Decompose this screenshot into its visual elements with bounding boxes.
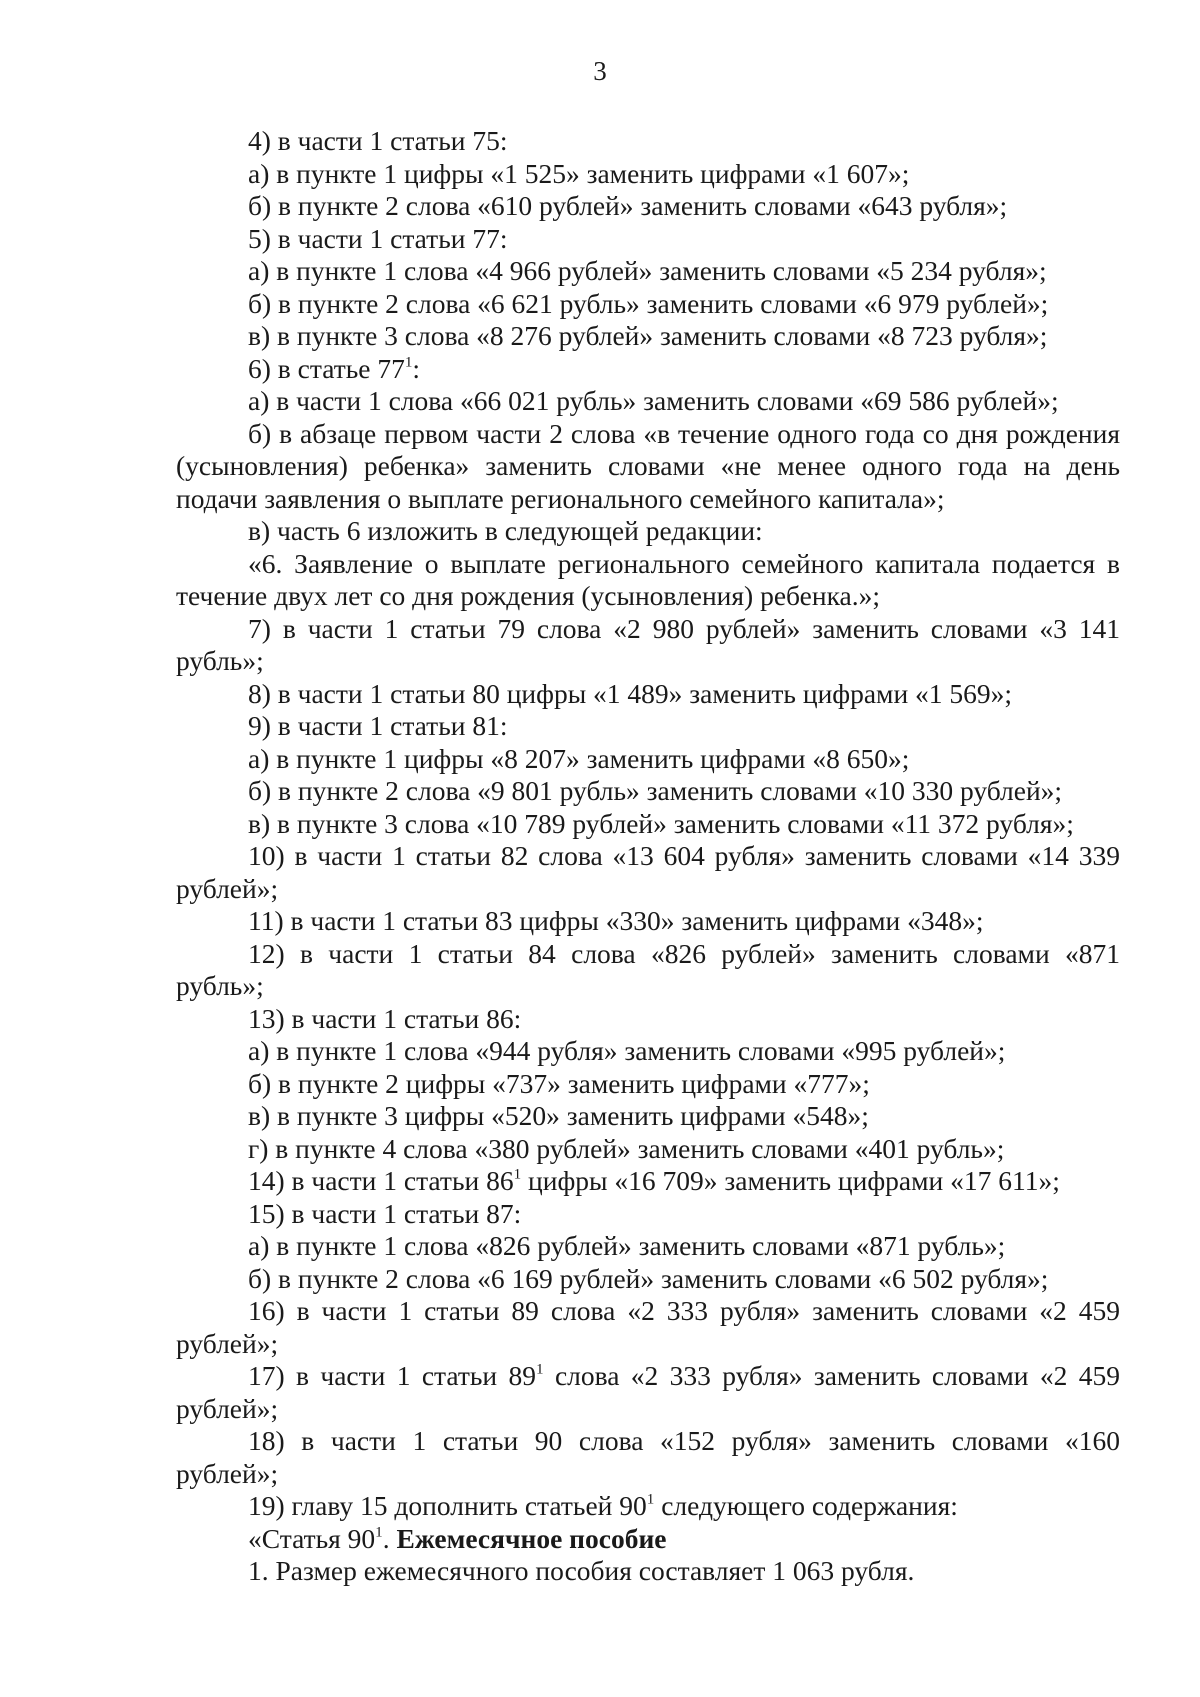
paragraph: б) в пункте 2 слова «610 рублей» заменить словами «643 рубля»; (248, 190, 1008, 221)
paragraph: 16) в части 1 статьи 89 слова «2 333 рубля» заменить словами «2 459 рублей»; (176, 1295, 1120, 1359)
paragraph (176, 1165, 1120, 1198)
superscript: 1 (513, 1166, 522, 1183)
article-heading (176, 1523, 1120, 1556)
paragraph: а) в пункте 1 слова «944 рубля» заменить словами «995 рублей»; (248, 1035, 1006, 1066)
paragraph: б) в пункте 2 цифры «737» заменить цифрами «777»; (248, 1067, 870, 1099)
paragraph-text: : (412, 352, 421, 384)
paragraph-text: 14) в части 1 статьи 86 (248, 1165, 514, 1196)
paragraph: б) в абзаце первом части 2 слова «в течение одного года со дня рождения (усыновления) ребенка» заменить словами «не менее одного года на день подачи заявления о выплате регионального семейного капитала»; (176, 417, 1120, 514)
paragraph (176, 1490, 1120, 1523)
superscript: 1 (536, 1361, 544, 1378)
paragraph: а) в пункте 1 слова «4 966 рублей» заменить словами «5 234 рубля»; (248, 255, 1047, 286)
paragraph: 15) в части 1 статьи 87: (248, 1197, 522, 1229)
page-number: 3 (593, 56, 607, 86)
paragraph-text: «Статья 90 (248, 1522, 376, 1554)
paragraph: в) часть 6 изложить в следующей редакции: (248, 515, 763, 546)
paragraph: 10) в части 1 статьи 82 слова «13 604 рубля» заменить словами «14 339 рублей»; (176, 840, 1120, 904)
document-body (176, 125, 1120, 1588)
paragraph-text: слова «2 333 рубля» заменить словами «2 459 рублей»; (176, 1360, 1120, 1424)
paragraph: б) в пункте 2 слова «9 801 рубль» заменить словами «10 330 рублей»; (248, 775, 1063, 806)
article-title: Ежемесячное пособие (396, 1522, 667, 1554)
paragraph: г) в пункте 4 слова «380 рублей» заменить словами «401 рубль»; (248, 1132, 1005, 1164)
paragraph: в) в пункте 3 слова «8 276 рублей» заменить словами «8 723 рубля»; (248, 320, 1048, 351)
paragraph: 9) в части 1 статьи 81: (248, 710, 508, 741)
paragraph: а) в пункте 1 цифры «1 525» заменить цифрами «1 607»; (248, 157, 910, 189)
paragraph (176, 1360, 1120, 1425)
paragraph: 18) в части 1 статьи 90 слова «152 рубля» заменить словами «160 рублей»; (176, 1425, 1120, 1489)
paragraph: 12) в части 1 статьи 84 слова «826 рублей» заменить словами «871 рубль»; (176, 937, 1120, 1001)
superscript: 1 (404, 354, 413, 371)
paragraph-text: цифры «16 709» заменить цифрами «17 611»; (521, 1165, 1060, 1196)
paragraph: в) в пункте 3 слова «10 789 рублей» заменить словами «11 372 рубля»; (248, 807, 1074, 839)
superscript: 1 (375, 1524, 383, 1541)
paragraph: 7) в части 1 статьи 79 слова «2 980 рублей» заменить словами «3 141 рубль»; (176, 612, 1120, 676)
paragraph: а) в части 1 слова «66 021 рубль» заменить словами «69 586 рублей»; (248, 385, 1059, 416)
paragraph: «6. Заявление о выплате регионального семейного капитала подается в течение двух лет со дня рождения (усыновления) ребенка.»; (176, 547, 1120, 611)
paragraph: 13) в части 1 статьи 86: (248, 1002, 522, 1034)
paragraph: б) в пункте 2 слова «6 621 рубль» заменить словами «6 979 рублей»; (248, 287, 1049, 319)
paragraph-text: . (382, 1522, 397, 1554)
paragraph: 4) в части 1 статьи 75: (248, 125, 508, 156)
paragraph: в) в пункте 3 цифры «520» заменить цифрами «548»; (248, 1100, 869, 1131)
paragraph (176, 353, 1120, 386)
paragraph: б) в пункте 2 слова «6 169 рублей» заменить словами «6 502 рубля»; (248, 1262, 1049, 1294)
paragraph: 8) в части 1 статьи 80 цифры «1 489» заменить цифрами «1 569»; (248, 677, 1013, 709)
paragraph: а) в пункте 1 слова «826 рублей» заменить словами «871 рубль»; (248, 1230, 1006, 1261)
paragraph-text: 17) в части 1 статьи 89 (248, 1360, 537, 1391)
paragraph: а) в пункте 1 цифры «8 207» заменить цифрами «8 650»; (248, 742, 910, 774)
superscript: 1 (646, 1491, 655, 1508)
paragraph-text: следующего содержания: (654, 1490, 958, 1521)
paragraph-text: 19) главу 15 дополнить статьей 90 (248, 1490, 647, 1521)
paragraph: 5) в части 1 статьи 77: (248, 222, 508, 254)
paragraph-text: 6) в статье 77 (248, 352, 405, 384)
paragraph: 1. Размер ежемесячного пособия составляет 1 063 рубля. (248, 1555, 915, 1586)
paragraph: 11) в части 1 статьи 83 цифры «330» заменить цифрами «348»; (248, 905, 984, 936)
